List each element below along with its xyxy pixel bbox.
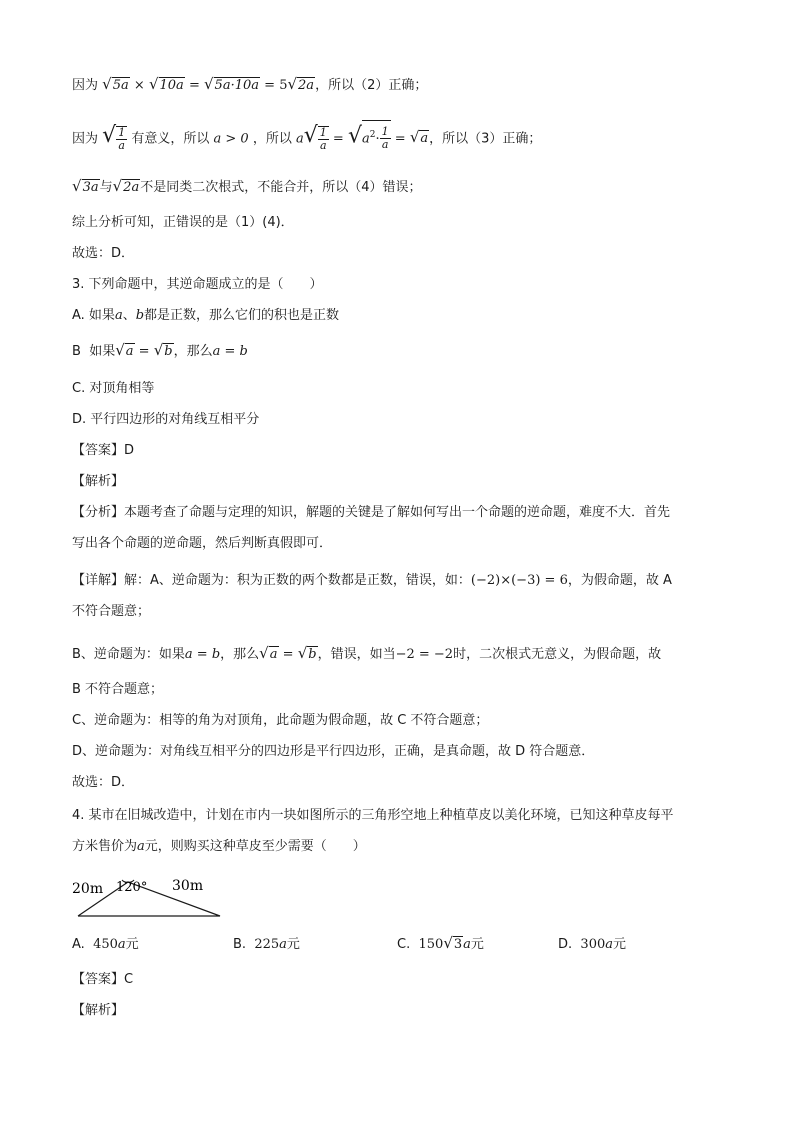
- angle-label: 120°: [116, 880, 148, 895]
- q4-stem-2: 方米售价为a元，则购买这种草皮至少需要（ ）: [72, 839, 366, 854]
- sqrt-2a: √2a: [287, 75, 315, 93]
- q3-detail-b: B、逆命题为：如果a = b，那么√a = √b，错误，如当−2 = −2时，二次根式无意义，为假命题，故: [72, 644, 662, 662]
- q4-option-c: C. 150√3a元: [397, 934, 484, 952]
- q3-detail-c: C、逆命题为：相等的角为对顶角，此命题为假命题，故 C 不符合题意；: [72, 713, 489, 728]
- q3-detail-d: D、逆命题为：对角线互相平分的四边形是平行四边形，正确，是真命题，故 D 符合题意．: [72, 744, 595, 759]
- q3-detail-a-2: 不符合题意；: [72, 604, 151, 619]
- times-sign: ×: [133, 78, 145, 93]
- sqrt-5a-10a: √5a·10a: [203, 75, 259, 93]
- sqrt-1-over-a: √ $\frac{1}{a}$: [102, 123, 126, 152]
- q3-detail-b-2: B 不符合题意；: [72, 682, 164, 697]
- q3-fenxi-2: 写出各个命题的逆命题，然后判断真假即可．: [72, 536, 333, 551]
- sqrt-a2-over-a: $√a^2\cdot$ $\frac{1}{a}$: [348, 120, 391, 153]
- q3-stem: 3. 下列命题中，其逆命题成立的是（ ）: [72, 277, 323, 292]
- triangle-figure: [70, 866, 230, 920]
- q4-option-b: B. 225a元: [233, 937, 300, 952]
- side-label-left: 20m: [72, 881, 104, 897]
- q3-answer: 【答案】D: [72, 443, 135, 458]
- q3-option-c: C. 对顶角相等: [72, 381, 155, 396]
- q3-fenxi-1: 【分析】本题考查了命题与定理的知识，解题的关键是了解如何写出一个命题的逆命题，难度不大．首先: [72, 505, 671, 520]
- sqrt-3a: √3a: [72, 177, 99, 195]
- sqrt-2a-b: √2a: [112, 177, 140, 195]
- q4-option-a: A. 450a元: [72, 937, 139, 952]
- q3-option-b: B 如果√a = √b，那么a = b: [72, 341, 248, 359]
- line-conclusion: 综上分析可知，正错误的是（1）(4)．: [72, 215, 294, 230]
- sqrt-a: √a: [409, 128, 429, 147]
- q4-option-d: D. 300a元: [558, 937, 627, 952]
- q3-option-a: A. 如果a、b都是正数，那么它们的积也是正数: [72, 308, 340, 323]
- side-label-right: 30m: [172, 878, 204, 894]
- q3-analysis-heading: 【解析】: [72, 474, 125, 489]
- line-choose-d: 故选：D．: [72, 246, 135, 261]
- line-not-same-radical: √3a与√2a不是同类二次根式，不能合并，所以（4）错误；: [72, 176, 421, 198]
- sqrt-1-over-a-2: √ $\frac{1}{a}$: [303, 123, 327, 152]
- sqrt-5a: √5a: [102, 75, 129, 93]
- q3-detail-a: 【详解】解：A、逆命题为：积为正数的两个数都是正数，错误，如：(−2)×(−3) = 6，为假命题，故 A: [72, 573, 672, 588]
- q4-analysis-heading: 【解析】: [72, 1003, 125, 1018]
- text-because: 因为: [72, 78, 99, 93]
- line-sqrt-product: 因为 √5a × √10a = √5a·10a = 5√2a，所以（2）正确；: [72, 74, 427, 96]
- q4-stem-1: 4. 某市在旧城改造中，计划在市内一块如图所示的三角形空地上种植草皮以美化环境，已知这种草皮每平: [72, 808, 674, 823]
- q4-answer: 【答案】C: [72, 972, 134, 987]
- condition-a-positive: a > 0: [213, 131, 249, 147]
- q3-option-d: D. 平行四边形的对角线互相平分: [72, 412, 260, 427]
- q3-choose: 故选：D．: [72, 775, 135, 790]
- line-sqrt-fraction: 因为 √ $\frac{1}{a}$ 有意义，所以 a > 0 ，所以 a√ $\frac{1}{a}$ = $√a^2\cdot$ $\frac{1}{a}$ = √a，所以（3）正确；: [72, 120, 541, 153]
- sqrt-10a: √10a: [148, 75, 184, 93]
